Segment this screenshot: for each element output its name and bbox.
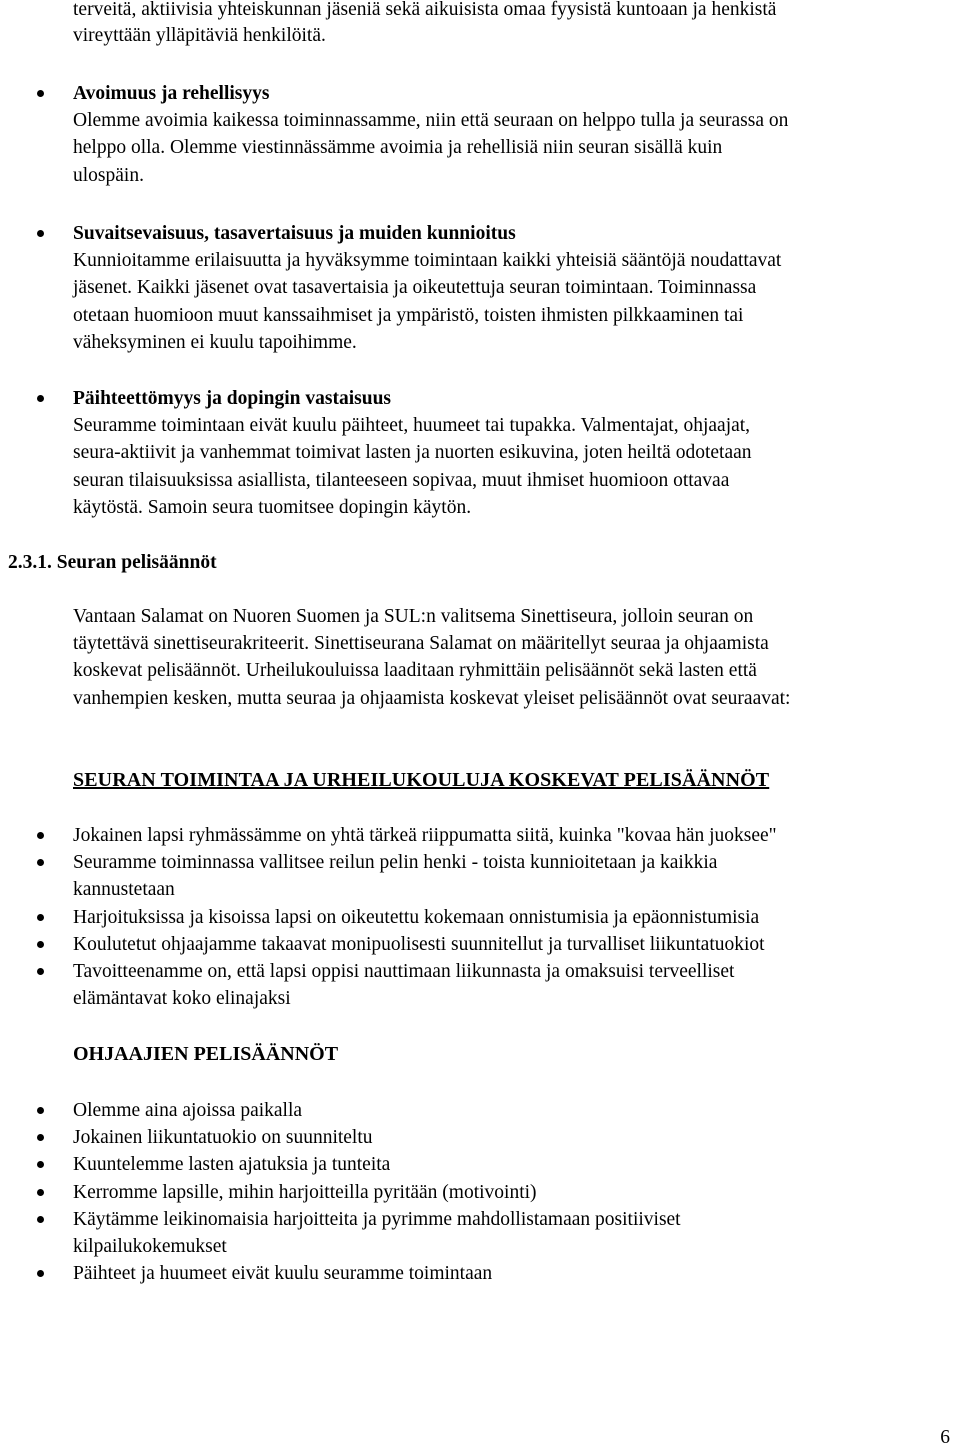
paragraph-line: vanhempien kesken, mutta seuraa ja ohjaamista koskevat yleiset pelisäännöt ovat seuraavat: xyxy=(73,687,791,709)
bullet-icon xyxy=(37,1216,44,1223)
rules-heading: SEURAN TOIMINTAA JA URHEILUKOULUJA KOSKEVAT PELISÄÄNNÖT xyxy=(73,769,770,791)
bullet-icon xyxy=(37,1270,44,1277)
value-line: jäsenet. Kaikki jäsenet ovat tasavertaisia ja oikeutettuja seuran toimintaan. Toiminnassa xyxy=(73,277,757,299)
intro-continuation xyxy=(0,0,960,49)
rules-heading-container xyxy=(0,767,960,794)
list-item xyxy=(0,822,960,849)
value-line: väheksyminen ei kuulu tapoihimme. xyxy=(73,331,357,353)
list-item xyxy=(0,1151,960,1178)
list-item-text: Olemme aina ajoissa paikalla xyxy=(73,1100,303,1121)
value-line: helppo olla. Olemme viestinnässämme avoimia ja rehellisiä niin seuran sisällä kuin xyxy=(73,137,723,159)
section-heading-container xyxy=(0,549,960,576)
bullet-icon xyxy=(37,832,44,839)
bullet-icon xyxy=(37,230,44,237)
value-line: ulospäin. xyxy=(73,164,144,186)
value-title: Avoimuus ja rehellisyys xyxy=(73,83,270,104)
value-suvaitsevaisuus xyxy=(0,220,960,356)
bullet-icon xyxy=(37,968,44,975)
page-number: 6 xyxy=(940,1427,950,1448)
list-item-text: Jokainen liikuntatuokio on suunniteltu xyxy=(73,1127,373,1149)
bullet-icon xyxy=(37,1134,44,1141)
list-item xyxy=(0,1124,960,1151)
list-item xyxy=(0,849,960,903)
instructor-rules-list xyxy=(0,1097,960,1287)
paragraph-line: koskevat pelisäännöt. Urheilukouluissa laaditaan ryhmittäin pelisäännöt sekä lasten että xyxy=(73,660,757,682)
value-line: käytöstä. Samoin seura tuomitsee dopingin käytön. xyxy=(73,496,472,518)
value-title: Suvaitsevaisuus, tasavertaisuus ja muiden kunnioitus xyxy=(73,223,516,244)
value-line: Olemme avoimia kaikessa toiminnassamme, niin että seuraan on helppo tulla ja seurassa on xyxy=(73,110,789,132)
intro-line-1: terveitä, aktiivisia yhteiskunnan jäseniä sekä aikuisista omaa fyysistä kuntoaan ja henkistä xyxy=(73,0,777,20)
list-item xyxy=(0,931,960,958)
bullet-icon xyxy=(37,90,44,97)
list-item-text: kilpailukokemukset xyxy=(73,1236,227,1258)
value-line: Seuramme toimintaan eivät kuulu päihteet, huumeet tai tupakka. Valmentajat, ohjaajat, xyxy=(73,415,751,437)
value-line: seura-aktiivit ja vanhemmat toimivat lasten ja nuorten esikuvina, joten heiltä odotetaan xyxy=(73,442,752,464)
bullet-icon xyxy=(37,941,44,948)
section-heading: 2.3.1. Seuran pelisäännöt xyxy=(8,552,217,573)
list-item-text: Seuramme toiminnassa vallitsee reilun pelin henki - toista kunnioitetaan ja kaikkia xyxy=(73,852,718,874)
value-paihteettomyys xyxy=(0,385,960,521)
value-avoimuus xyxy=(0,80,960,189)
value-line: Kunnioitamme erilaisuutta ja hyväksymme toimintaan kaikki yhteisiä sääntöjä noudattavat xyxy=(73,250,782,272)
list-item-text: Käytämme leikinomaisia harjoitteita ja pyrimme mahdollistamaan positiiviset xyxy=(73,1208,681,1230)
list-item-text: Päihteet ja huumeet eivät kuulu seuramme toimintaan xyxy=(73,1263,493,1285)
value-line: seuran tilaisuuksissa asiallista, tilanteeseen sopivaa, muut ihmiset huomioon ottavaa xyxy=(73,469,730,491)
instructor-heading-container xyxy=(0,1041,960,1068)
value-title: Päihteettömyys ja dopingin vastaisuus xyxy=(73,388,391,409)
bullet-icon xyxy=(37,395,44,402)
bullet-icon xyxy=(37,1161,44,1168)
value-line: otetaan huomioon muut kanssaihmiset ja ympäristö, toisten ihmisten pilkkaaminen tai xyxy=(73,304,744,326)
paragraph-line: täytettävä sinettiseurakriteerit. Sinettiseurana Salamat on määritellyt seuraa ja ohjaamista xyxy=(73,633,769,655)
list-item-text: elämäntavat koko elinajaksi xyxy=(73,988,291,1010)
rules-list xyxy=(0,822,960,1012)
list-item-text: Harjoituksissa ja kisoissa lapsi on oikeutettu kokemaan onnistumisia ja epäonnistumisia xyxy=(73,906,760,928)
paragraph-line: Vantaan Salamat on Nuoren Suomen ja SUL:n valitsema Sinettiseura, jolloin seuran on xyxy=(73,606,754,627)
list-item xyxy=(0,958,960,1012)
list-item xyxy=(0,1097,960,1124)
list-item-text: Kerromme lapsille, mihin harjoitteilla pyritään (motivointi) xyxy=(73,1181,537,1203)
list-item-text: Kuuntelemme lasten ajatuksia ja tunteita xyxy=(73,1154,391,1176)
list-item xyxy=(0,1206,960,1260)
bullet-icon xyxy=(37,914,44,921)
bullet-icon xyxy=(37,859,44,866)
list-item xyxy=(0,904,960,931)
list-item-text: Koulutetut ohjaajamme takaavat monipuolisesti suunnitellut ja turvalliset liikuntatuokiot xyxy=(73,933,765,955)
list-item-text: Tavoitteenamme on, että lapsi oppisi nauttimaan liikunnasta ja omaksuisi terveelliset xyxy=(73,961,735,983)
bullet-icon xyxy=(37,1107,44,1114)
list-item xyxy=(0,1179,960,1206)
list-item-text: kannustetaan xyxy=(73,879,175,901)
section-paragraph xyxy=(0,603,960,712)
list-item xyxy=(0,1260,960,1287)
list-item-text: Jokainen lapsi ryhmässämme on yhtä tärkeä riippumatta siitä, kuinka "kovaa hän juoksee" xyxy=(73,825,777,846)
bullet-icon xyxy=(37,1189,44,1196)
intro-line-2: vireyttään ylläpitäviä henkilöitä. xyxy=(73,25,326,46)
instructor-heading: OHJAAJIEN PELISÄÄNNÖT xyxy=(73,1043,339,1065)
